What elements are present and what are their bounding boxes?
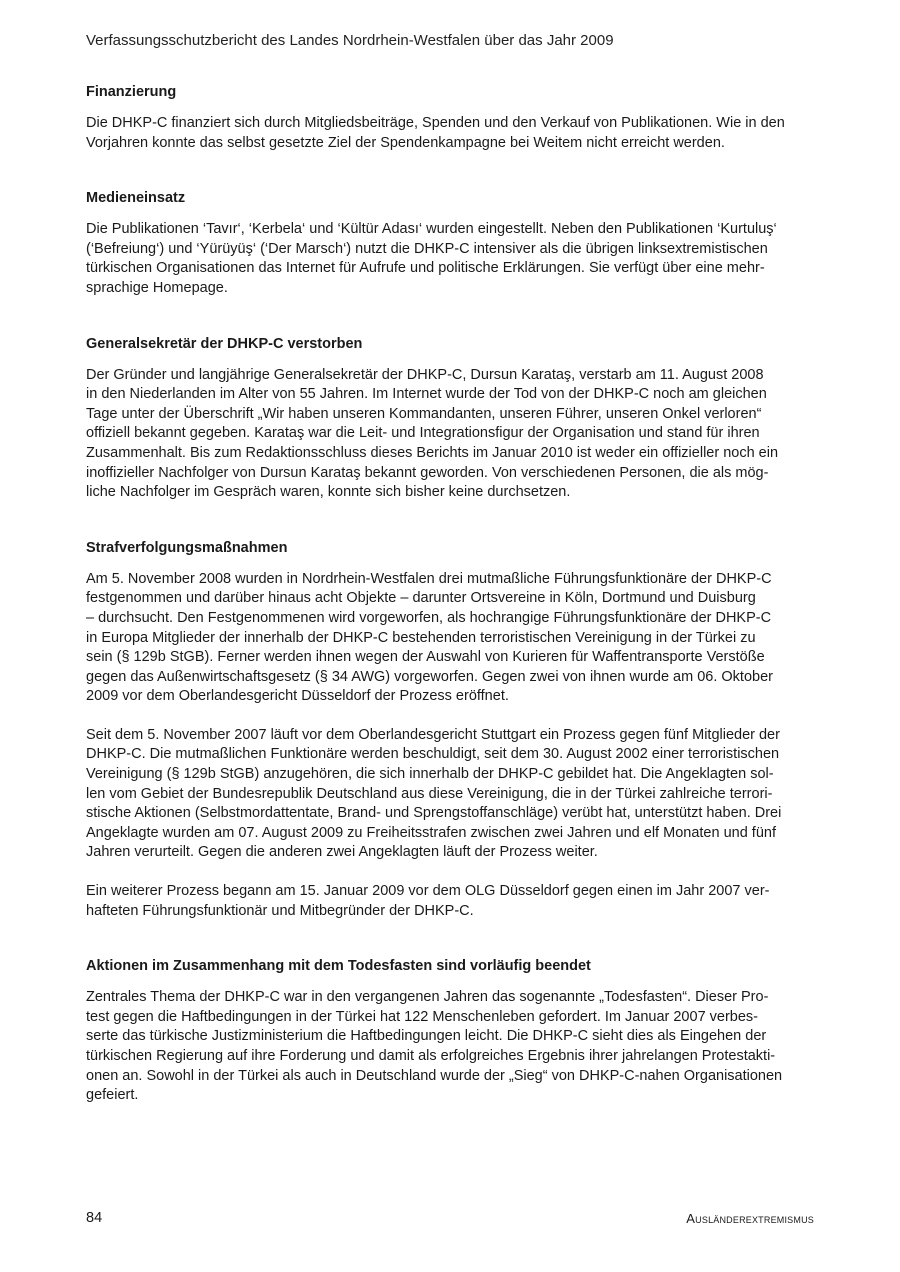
text-line: Tage unter der Überschrift „Wir haben unseren Kommandanten, unseren Führer, unseren Onkel verloren“ xyxy=(86,405,762,422)
text-line: Zentrales Thema der DHKP-C war in den vergangenen Jahren das sogenannte „Todesfasten“. Dieser Pro- xyxy=(86,989,769,1006)
document-page xyxy=(86,0,816,1272)
text-line: Jahren verurteilt. Gegen die anderen zwei Angeklagten läuft der Prozess weiter. xyxy=(86,844,598,861)
text-line: onen an. Sowohl in der Türkei als auch in Deutschland wurde der „Sieg“ von DHKP-C-nahen Organisationen xyxy=(86,1067,783,1084)
text-line: hafteten Führungsfunktionär und Mitbegründer der DHKP-C. xyxy=(86,902,474,919)
chapter-title: Ausländerextremismus xyxy=(686,1211,814,1226)
text-line: – durchsucht. Den Festgenommenen wird vorgeworfen, als hochrangige Führungsfunktionäre der DHKP-C xyxy=(86,609,772,626)
text-line: Am 5. November 2008 wurden in Nordrhein-Westfalen drei mutmaßliche Führungsfunktionäre der DHKP-C xyxy=(86,570,772,587)
section-heading: Medieneinsatz xyxy=(86,190,186,207)
document-body xyxy=(86,82,816,1106)
text-line: len vom Gebiet der Bundesrepublik Deutschland aus diese Vereinigung, die in der Türkei zahlreiche terrori- xyxy=(86,785,773,802)
text-line: (‘Befreiung‘) und ‘Yürüyüş‘ (‘Der Marsch‘) nutzt die DHKP-C intensiver als die übrigen linksextremistischen xyxy=(86,240,768,257)
text-line: sein (§ 129b StGB). Ferner werden ihnen wegen der Auswahl von Kurieren für Waffentransporte Verstöße xyxy=(86,649,765,666)
text-line: in Europa Mitglieder der innerhalb der DHKP-C bestehenden terroristischen Vereinigung in der Türkei zu xyxy=(86,629,756,646)
paragraph xyxy=(86,726,816,863)
text-line: offiziell bekannt gegeben. Karataş war die Leit- und Integrationsfigur der Organisation und stand für ihren xyxy=(86,425,760,442)
page-number: 84 xyxy=(86,1210,103,1226)
text-line: 2009 vor dem Oberlandesgericht Düsseldorf der Prozess eröffnet. xyxy=(86,688,509,705)
paragraph xyxy=(86,570,816,707)
text-line: festgenommen und darüber hinaus acht Objekte – darunter Ortsvereine in Köln, Dortmund und Duisburg xyxy=(86,590,756,607)
paragraph xyxy=(86,220,816,298)
text-line: inoffizieller Nachfolger von Dursun Karataş bekannt geworden. Von verschiedenen Personen, die als mög- xyxy=(86,464,769,481)
paragraph xyxy=(86,988,816,1106)
section-heading: Aktionen im Zusammenhang mit dem Todesfasten sind vorläufig beendet xyxy=(86,958,591,975)
text-line: Seit dem 5. November 2007 läuft vor dem Oberlandesgericht Stuttgart ein Prozess gegen fünf Mitglieder der xyxy=(86,726,780,743)
section-todesfasten xyxy=(86,956,816,1106)
text-line: Zusammenhalt. Bis zum Redaktionsschluss dieses Berichts im Januar 2010 ist weder ein offizieller noch ein xyxy=(86,444,779,461)
paragraph xyxy=(86,114,816,153)
section-heading: Generalsekretär der DHKP-C verstorben xyxy=(86,335,363,352)
text-line: Vorjahren konnte das selbst gesetzte Ziel der Spendenkampagne bei Weitem nicht erreicht werden. xyxy=(86,134,725,151)
paragraph xyxy=(86,882,816,921)
text-line: gegen das Außenwirtschaftsgesetz (§ 34 AWG) vorgeworfen. Gegen zwei von ihnen wurde am 06. Oktober xyxy=(86,668,773,685)
text-line: test gegen die Haftbedingungen in der Türkei hat 122 Menschenleben gefordert. Im Januar 2007 verbes- xyxy=(86,1008,759,1025)
text-line: Vereinigung (§ 129b StGB) anzugehören, die sich innerhalb der DHKP-C gebildet hat. Die Angeklagten sol- xyxy=(86,766,774,783)
text-line: serte das türkische Justizministerium die Haftbedingungen leicht. Die DHKP-C sieht dies als Eingehen der xyxy=(86,1028,767,1045)
section-strafverfolgung xyxy=(86,538,816,922)
section-heading: Finanzierung xyxy=(86,84,177,100)
text-line: in den Niederlanden im Alter von 55 Jahren. Im Internet wurde der Tod von der DHKP-C noch am gleichen xyxy=(86,386,767,403)
text-line: Angeklagte wurden am 07. August 2009 zu Freiheitsstrafen zwischen zwei Jahren und elf Monaten und fünf xyxy=(86,824,776,841)
text-line: türkischen Regierung auf ihre Forderung und damit als erfolgreiches Ergebnis ihrer jahrelangen Protestakti- xyxy=(86,1048,776,1064)
text-line: stische Aktionen (Selbstmordattentate, Brand- und Sprengstoffanschläge) verübt hat, unterstützt haben. Drei xyxy=(86,805,782,822)
section-medieneinsatz xyxy=(86,188,816,298)
section-finanzierung xyxy=(86,82,816,153)
text-line: Die Publikationen ‘Tavır‘, ‘Kerbela‘ und ‘Kültür Adası‘ wurden eingestellt. Neben den Publikationen ‘Kurtuluş‘ xyxy=(86,221,777,238)
section-heading: Strafverfolgungsmaßnahmen xyxy=(86,539,288,556)
text-line: sprachige Homepage. xyxy=(86,279,228,296)
text-line: liche Nachfolger im Gespräch waren, konnte sich bisher keine durchsetzen. xyxy=(86,484,571,501)
text-line: gefeiert. xyxy=(86,1087,139,1104)
text-line: Die DHKP-C finanziert sich durch Mitgliedsbeiträge, Spenden und den Verkauf von Publikationen. Wie in den xyxy=(86,115,785,131)
text-line: Ein weiterer Prozess begann am 15. Januar 2009 vor dem OLG Düsseldorf gegen einen im Jahr 2007 ver- xyxy=(86,883,770,900)
paragraph xyxy=(86,366,816,503)
text-line: Der Gründer und langjährige Generalsekretär der DHKP-C, Dursun Karataş, verstarb am 11. August 2008 xyxy=(86,366,764,383)
text-line: türkischen Organisationen das Internet für Aufrufe und politische Erklärungen. Sie verfügt über eine mehr- xyxy=(86,260,765,277)
text-line: DHKP-C. Die mutmaßlichen Funktionäre werden beschuldigt, seit dem 30. August 2002 einer terroristischen xyxy=(86,746,780,763)
running-header: Verfassungsschutzbericht des Landes Nordrhein-Westfalen über das Jahr 2009 xyxy=(86,32,614,49)
section-generalsekretaer xyxy=(86,334,816,503)
